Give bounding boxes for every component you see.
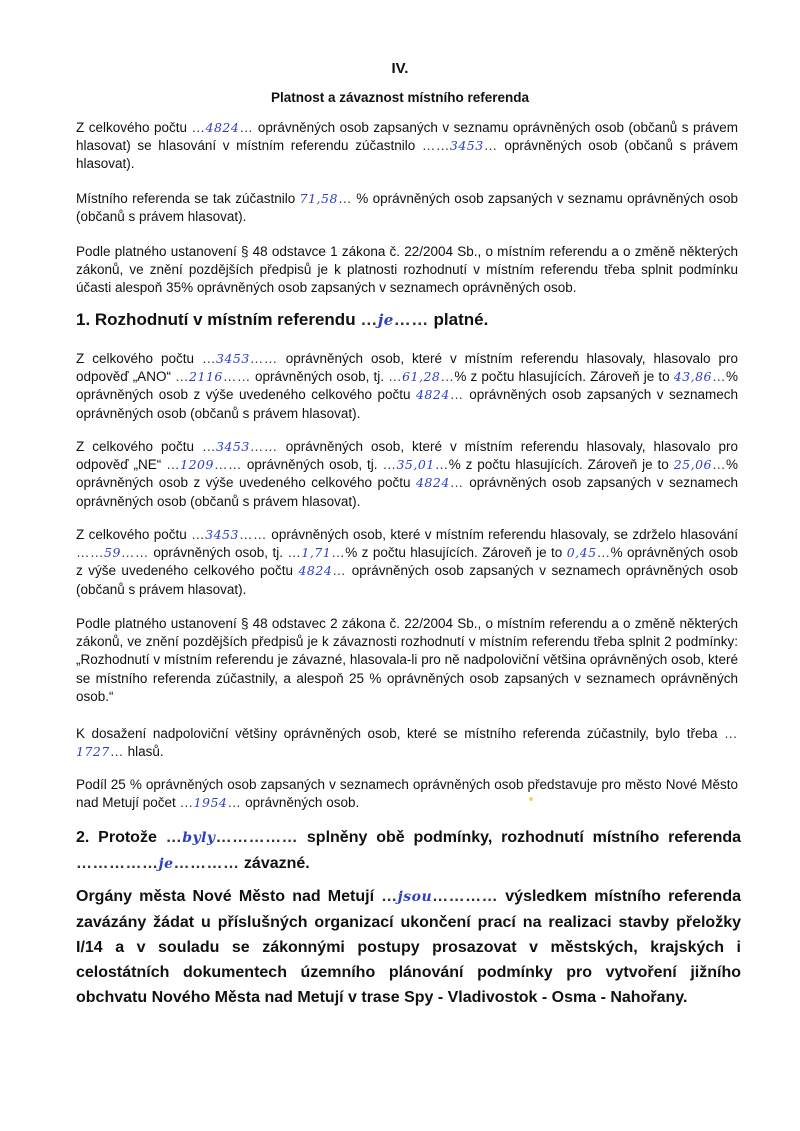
handwritten-abstained-percent: 1,71 bbox=[301, 545, 332, 561]
paragraph-binding-law: Podle platného ustanovení § 48 odstavec 2 zákona č. 22/2004 Sb., o místním referendu a o změně některých zákonů, ve znění pozdějších předpisů je k závaznosti rozhodnutí v místním referendu třeba splnit 2 podmínky: „Rozhodnutí v místním referendu je závazné, hlasovala-li pro ně nadpoloviční většina oprávněných osob, které se místního referenda zúčastnily, a alespoň 25 % oprávněných osob zapsaných v seznamech oprávněných osob.“ bbox=[76, 616, 738, 704]
section-title: Platnost a závaznost místního referenda bbox=[270, 90, 530, 105]
handwritten-ne-total: 4824 bbox=[415, 475, 450, 491]
paragraph-majority: K dosažení nadpoloviční většiny oprávněných osob, které se místního referenda zúčastnily, bylo třeba …1727… hlasů. bbox=[76, 726, 738, 760]
handwritten-abstained-eligible-percent: 0,45 bbox=[566, 545, 597, 561]
yellow-speck bbox=[529, 797, 533, 801]
handwritten-voters-abstained: 3453 bbox=[205, 527, 239, 542]
paragraph-ano: Z celkového počtu …3453…… oprávněných osob, které v místním referendu hlasovaly, hlasovalo pro odpověď „ANO“ …2116…… oprávněných osob, tj. …61,28…% z počtu hlasujících. Zároveň je to 43,86…% oprávněných osob z výše uvedeného celkového počtu 4824… oprávněných osob zapsaných v seznamech oprávněných osob (občanů s právem hlasovat). bbox=[76, 351, 739, 421]
handwritten-ne-eligible-percent: 25,06 bbox=[673, 457, 712, 473]
handwritten-abstained-count: 59 bbox=[104, 545, 121, 561]
paragraph-quorum: Podíl 25 % oprávněných osob zapsaných v seznamech oprávněných osob představuje pro město Nové Město nad Metují počet …1954… oprávněných osob. bbox=[76, 777, 738, 811]
section-number: IV. bbox=[391, 60, 409, 77]
section-2-binding: 2. Protože …byly…………… splněny obě podmínky, rozhodnutí místního referenda ……………je………… závazné. bbox=[76, 829, 742, 872]
handwritten-voters-ne: 3453 bbox=[215, 439, 250, 454]
handwritten-majority: 1727 bbox=[76, 744, 110, 760]
handwritten-ano-count: 2116 bbox=[189, 369, 223, 385]
handwritten-validity: je bbox=[377, 311, 394, 329]
paragraph-ne: Z celkového počtu …3453…… oprávněných osob, které v místním referendu hlasovaly, hlasovalo pro odpověď „NE“ …1209…… oprávněných osob, tj. …35,01…% z počtu hlasujících. Zároveň je to 25,06…% oprávněných osob z výše uvedeného celkového počtu 4824… oprávněných osob zapsaných v seznamech oprávněných osob (občanů s právem hlasovat). bbox=[76, 439, 739, 509]
paragraph-abstained: Z celkového počtu …3453…… oprávněných osob, které v místním referendu hlasovaly, se zdrželo hlasování ……59…… oprávněných osob, tj. …1,71…% z počtu hlasujících. Zároveň je to 0,45…% oprávněných osob z výše uvedeného celkového počtu 4824… oprávněných osob zapsaných v seznamech oprávněných osob (občanů s právem hlasovat). bbox=[76, 527, 739, 597]
paragraph-participation-percent: Místního referenda se tak zúčastnilo 71,58… % oprávněných osob zapsaných v seznamu oprávněných osob (občanů s právem hlasovat). bbox=[76, 191, 738, 225]
handwritten-ano-percent: 61,28 bbox=[402, 369, 441, 385]
handwritten-abstained-total: 4824 bbox=[298, 563, 333, 579]
handwritten-participation-percent: 71,58 bbox=[299, 191, 338, 206]
handwritten-conditions: byly bbox=[182, 830, 216, 846]
handwritten-participants: 3453 bbox=[449, 138, 484, 154]
section-1-validity: 1. Rozhodnutí v místním referendu …je…… platné. bbox=[76, 310, 489, 329]
paragraph-city-obligation: Orgány města Nové Město nad Metují …jsou………… výsledkem místního referenda zavázány žádat u příslušných organizací ukončení prací na realizaci stavby přeložky I/14 a v souladu se zákonnými postupy prosazovat v městských, krajských i celostátních dokumentech územního plánování podmínky pro vytvoření jižního obchvatu Nového Města nad Metují v trase Spy - Vladivostok - Osma - Nahořany. bbox=[76, 888, 742, 1006]
handwritten-are: jsou bbox=[397, 889, 433, 905]
handwritten-ne-count: 1209 bbox=[180, 457, 214, 473]
handwritten-voters-ano: 3453 bbox=[215, 351, 250, 366]
handwritten-ano-total: 4824 bbox=[415, 387, 450, 403]
paragraph-validity-law: Podle platného ustanovení § 48 odstavce 1 zákona č. 22/2004 Sb., o místním referendu a o změně některých zákonů, ve znění pozdějších předpisů je k platnosti rozhodnutí v místním referendu třeba splnit podmínku účasti alespoň 35% oprávněných osob zapsaných v seznamech oprávněných osob. bbox=[76, 244, 738, 296]
handwritten-quorum: 1954 bbox=[193, 795, 228, 811]
handwritten-ne-percent: 35,01 bbox=[396, 457, 435, 473]
handwritten-binding: je bbox=[158, 856, 174, 872]
handwritten-total-eligible: 4824 bbox=[205, 120, 240, 135]
paragraph-participation: Z celkového počtu …4824… oprávněných osob zapsaných v seznamu oprávněných osob (občanů s právem hlasovat) se hlasování v místním referendu zúčastnilo ……3453… oprávněných osob (občanů s právem hlasovat). bbox=[76, 120, 739, 172]
handwritten-ano-eligible-percent: 43,86 bbox=[673, 369, 712, 385]
